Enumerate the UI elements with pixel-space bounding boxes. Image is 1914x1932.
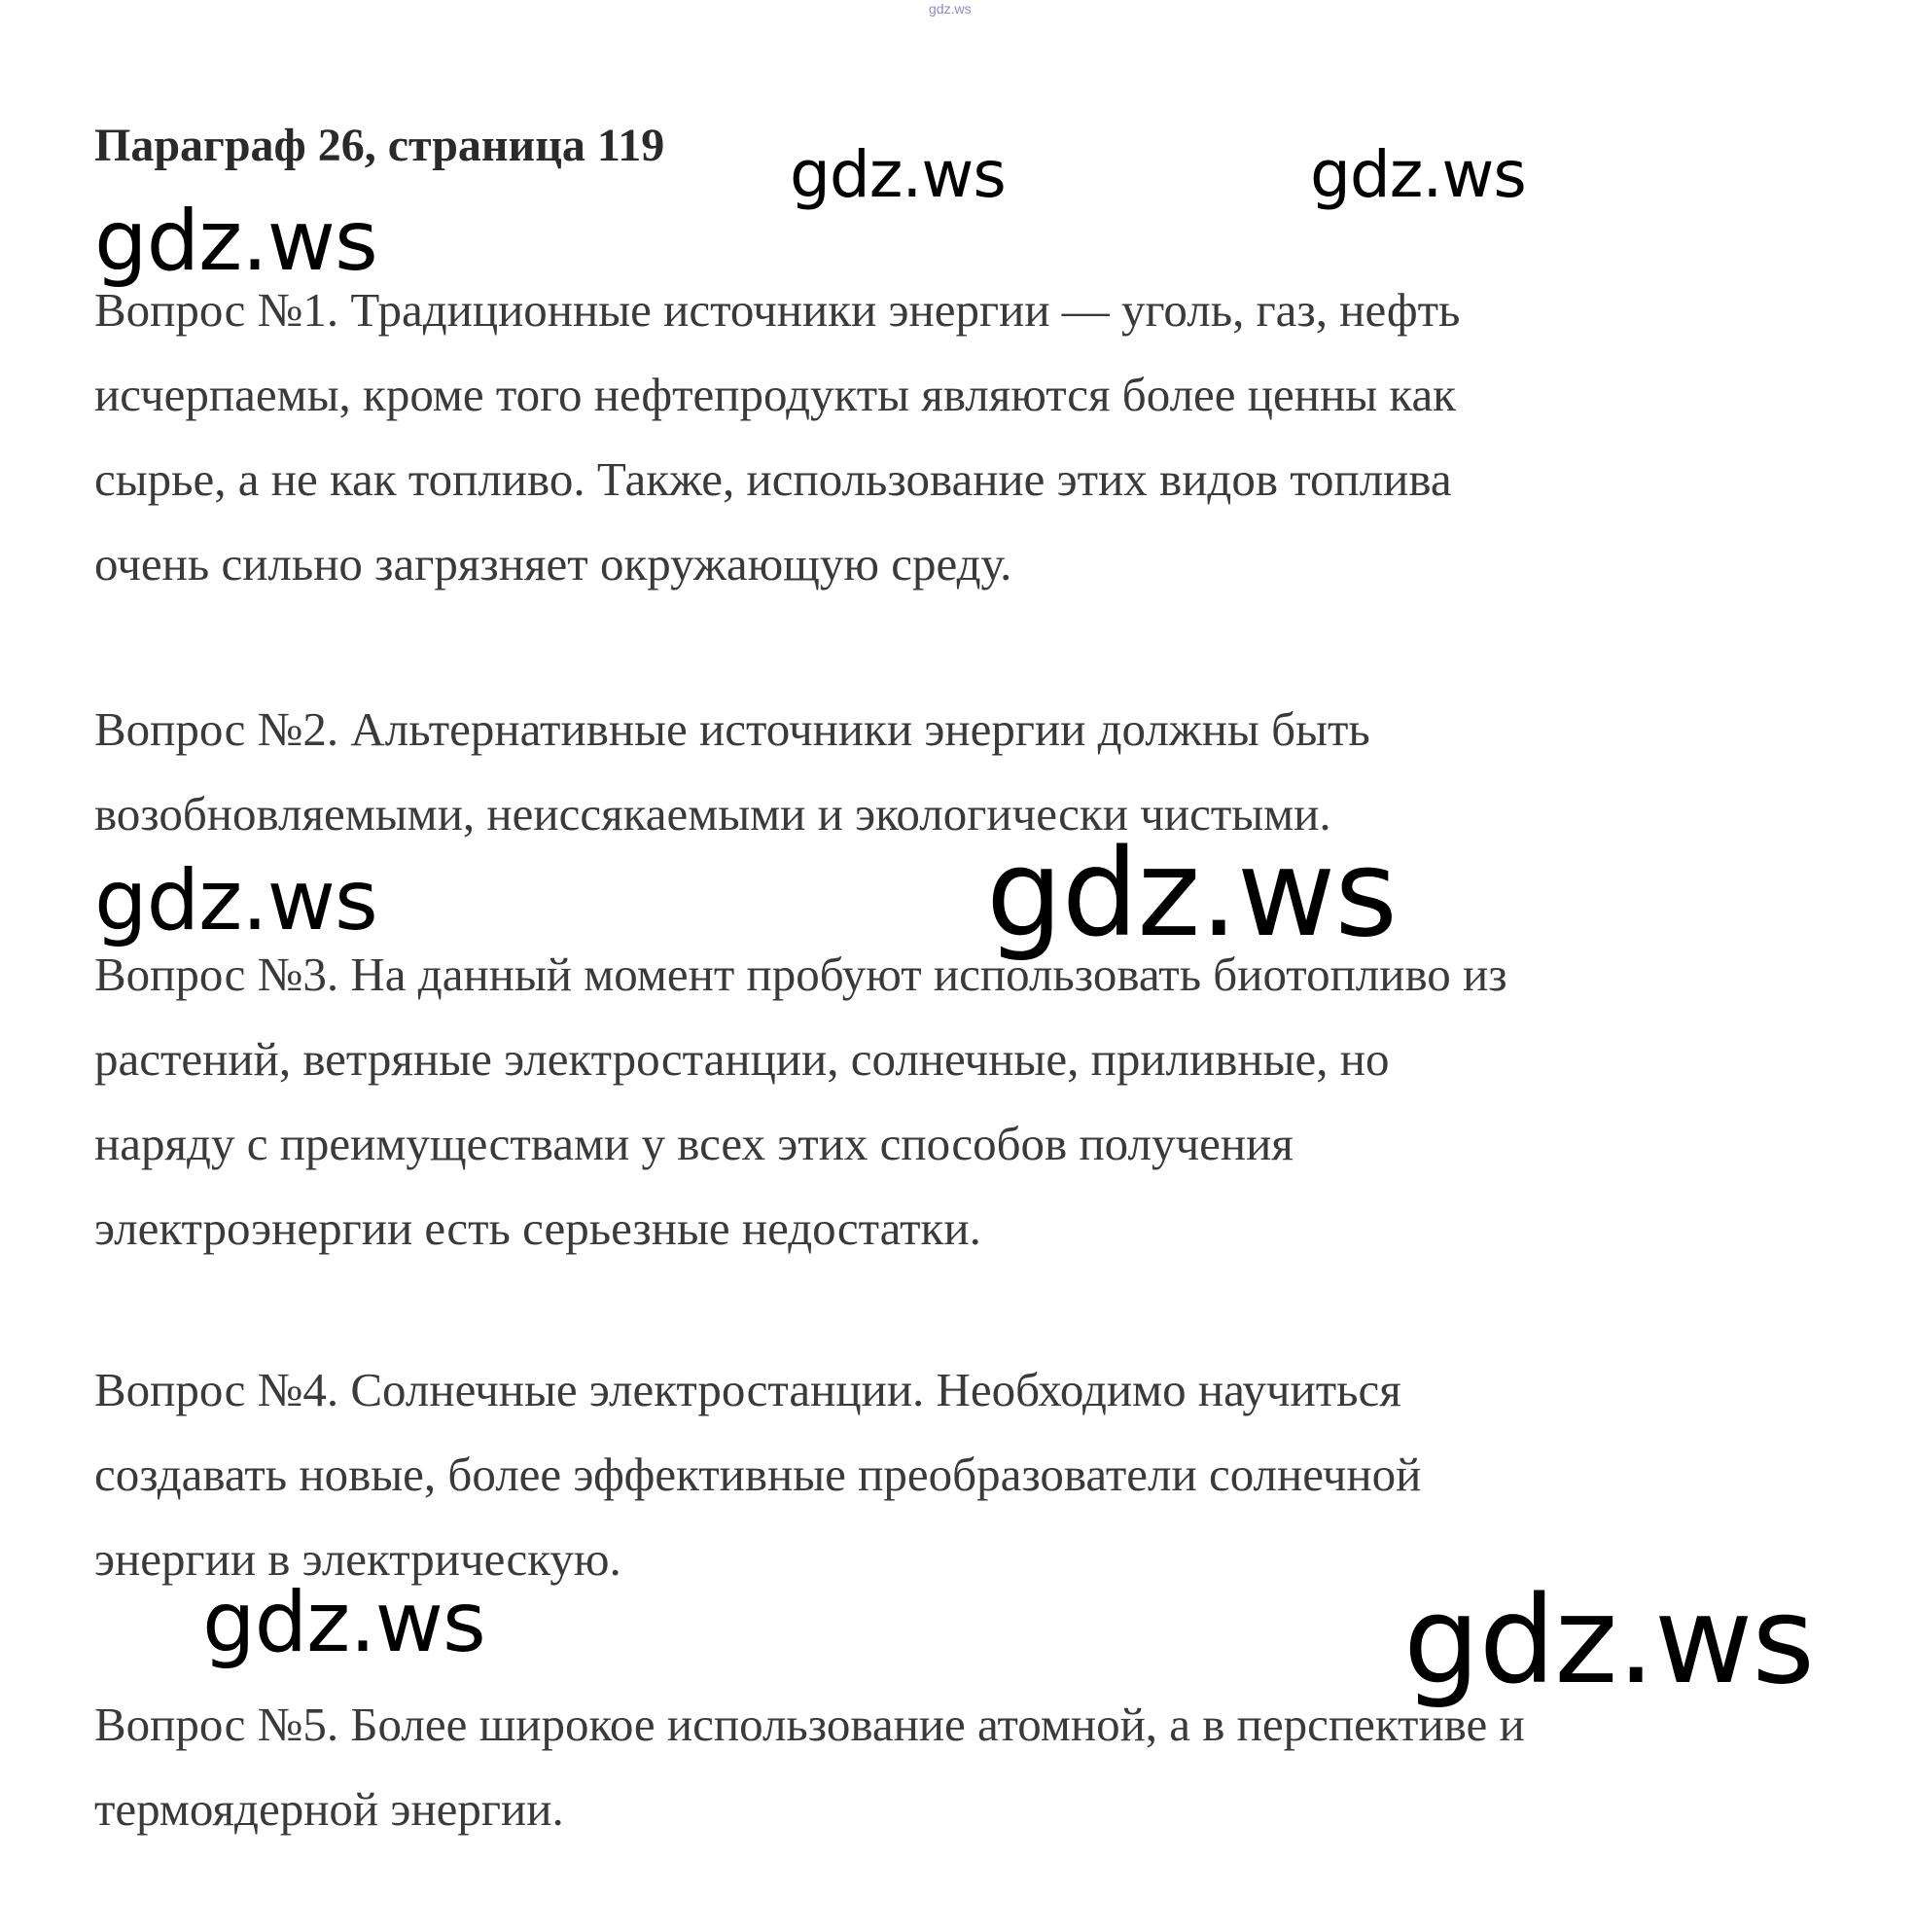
watermark: gdz.ws	[1403, 1571, 1814, 1711]
answer-4-line-1: Вопрос №4. Солнечные электростанции. Необходимо научиться	[94, 1363, 1401, 1416]
top-watermark: gdz.ws	[929, 1, 972, 17]
answer-4-line-3: энергии в электрическую.	[94, 1532, 621, 1586]
answer-3	[94, 932, 1845, 1270]
answer-5-line-1: Вопрос №5. Более широкое использование атомной, а в перспективе и	[94, 1698, 1525, 1751]
answer-1-line-3: сырье, а не как топливо. Также, использование этих видов топлива	[94, 452, 1452, 506]
answer-1-line-2: исчерпаемы, кроме того нефтепродукты являются более ценны как	[94, 368, 1456, 421]
answer-2-line-2: возобновляемыми, неиссякаемыми и экологически чистыми.	[94, 787, 1331, 841]
watermark: gdz.ws	[1310, 137, 1526, 212]
answer-2-line-1: Вопрос №2. Альтернативные источники энергии должны быть	[94, 702, 1370, 756]
answer-4	[94, 1347, 1845, 1601]
answer-3-line-1: Вопрос №3. На данный момент пробуют использовать биотопливо из	[94, 948, 1507, 1001]
page-heading: Параграф 26, страница 119	[94, 120, 665, 171]
watermark: gdz.ws	[986, 824, 1397, 964]
watermark: gdz.ws	[94, 852, 377, 949]
answer-5-line-2: термоядерной энергии.	[94, 1782, 564, 1836]
answer-1	[94, 268, 1845, 606]
answer-1-line-4: очень сильно загрязняет окружающую среду.	[94, 537, 1012, 590]
answer-4-line-2: создавать новые, более эффективные преобразователи солнечной	[94, 1448, 1422, 1501]
answer-3-line-2: растений, ветряные электростанции, солнечные, приливные, но	[94, 1032, 1390, 1086]
answer-1-line-1: Вопрос №1. Традиционные источники энергии — уголь, газ, нефть	[94, 283, 1461, 337]
watermark: gdz.ws	[790, 137, 1006, 212]
answer-3-line-3: наряду с преимуществами у всех этих способов получения	[94, 1117, 1294, 1170]
watermark: gdz.ws	[94, 193, 377, 290]
answer-3-line-4: электроэнергии есть серьезные недостатки.	[94, 1201, 981, 1255]
watermark: gdz.ws	[202, 1574, 485, 1671]
answer-2	[94, 687, 1845, 856]
